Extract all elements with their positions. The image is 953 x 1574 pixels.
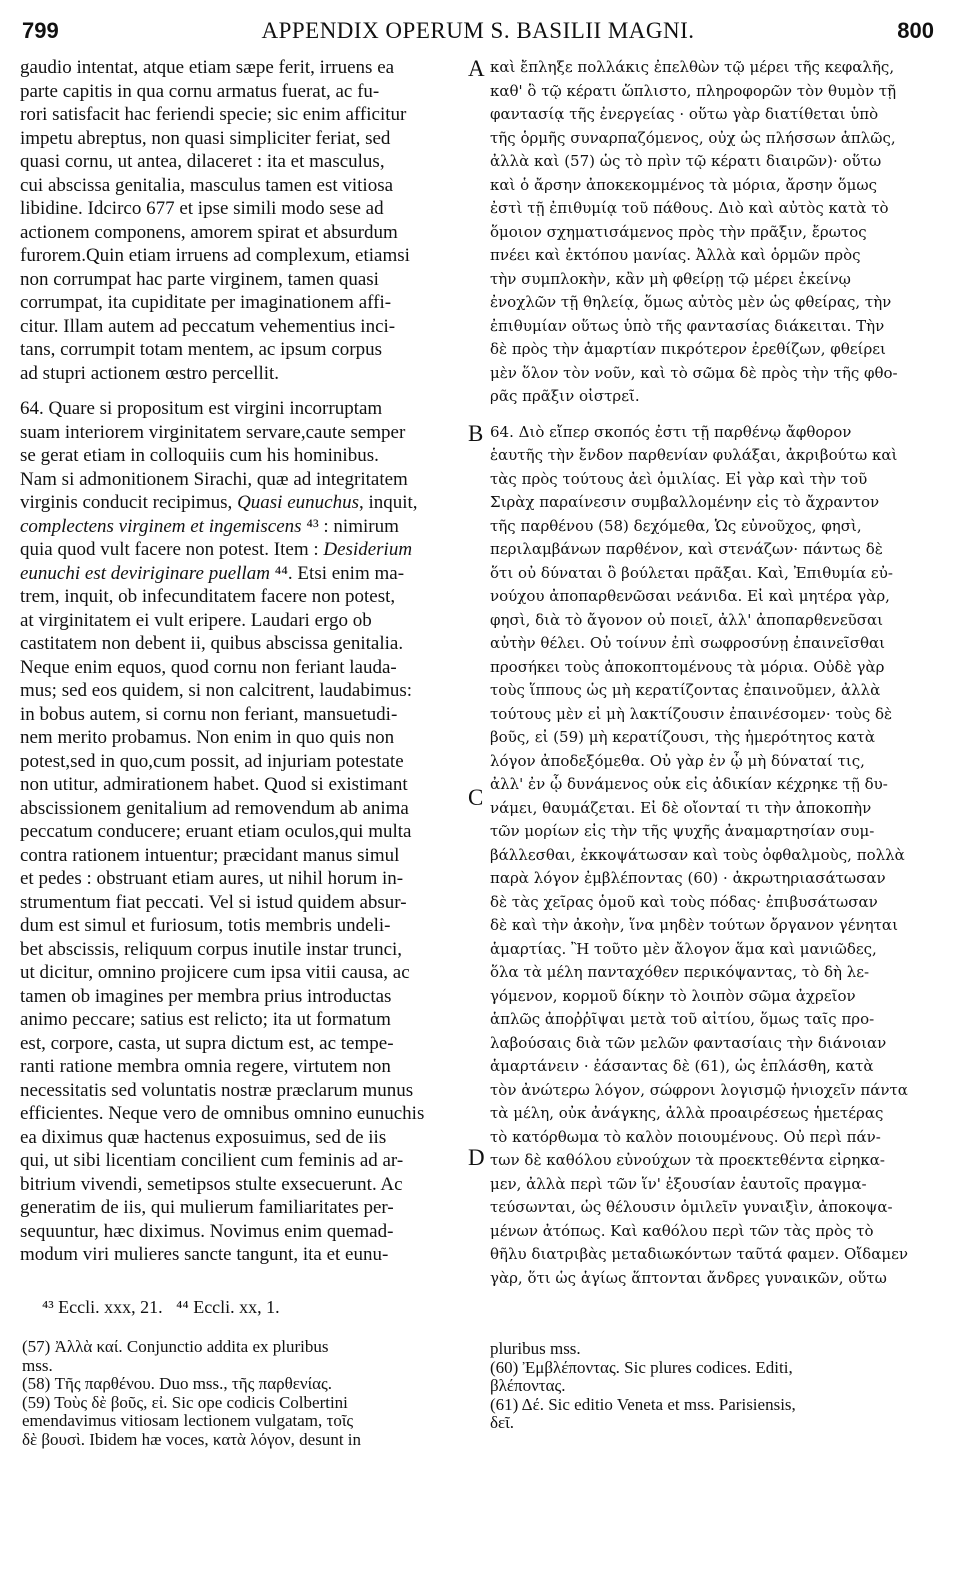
page-number-left: 799 xyxy=(22,18,59,43)
scripture-footnotes: ⁴³ Eccli. xxx, 21. ⁴⁴ Eccli. xx, 1. xyxy=(42,1297,280,1317)
greek-column xyxy=(490,56,940,1290)
latin-quote-2: complectens virginem et ingemiscens xyxy=(20,515,302,537)
margin-letter-d: D xyxy=(468,1145,485,1170)
latin-paragraph-1: gaudio intentat, atque etiam sæpe ferit, irruens ea parte capitis in qua cornu armatus fuerat, ac fu- rori satisfacit hac feriendi specie; sic enim afficitur impetu abreptus, non quasi simpliciter feriat, sed quasi cornu, ut antea, dilaceret : ita et masculus, cui abscissa genitalia, masculus tamen est vitiosa libidine. Idcirco 677 et ipse simili modo sese ad actionem componens, amorem spirat et absurdum furorem.Quin etiam irruens ad complexum, etiamsi non corrumpat hac parte virginem, tamen quasi corrumpat, ita cupiditate per imaginationem affi- citur. Illam autem ad peccatum vehementius inci- tans, corrumpit totam mentem, ac ipsum corpus ad stupri actionem œstro percellit. xyxy=(20,57,410,384)
latin-p64-text-a: 64. Quare si propositum est virgini incorruptam suam interiorem virginitatem servare,caute semper se gerat etiam in colloquiis cum his hominibus. Nam si admonitionem Sirachi, quæ ad integritatem virginis conducit recipimus, xyxy=(20,398,408,513)
critical-notes-right: pluribus mss. (60) Ἐμβλέποντας. Sic plures codices. Editi, βλέποντας. (61) Δέ. Sic editio Veneta et mss. Parisiensis, δεῖ. xyxy=(490,1339,796,1432)
greek-paragraph-1: καὶ ἔπληξε πολλάκις ἐπελθὼν τῷ μέρει τῆς κεφαλῆς, καθ' ὃ τῷ κέρατι ὥπλιστο, πληροφορῶν τὸν θυμὸν τῇ φαντασίᾳ τῆς ἐνεργείας · οὕτω γὰρ διατίθεται ὑπὸ τῆς ὁρμῆς συναρπαζόμενος, οὐχ ὡς πλήσσων ἁπλῶς, ἀλλὰ καὶ (57) ὡς τὸ πρὶν τῷ κέρατι διαιρῶν)· οὕτω καὶ ὁ ἄρσην ἀποκεκομμένος τὰ μόρια, ἄρσην ὅμως ἐστὶ τῇ ἐπιθυμίᾳ τοῦ πάθους. Διὸ καὶ αὐτὸς κατὰ τὸ ὅμοιον σχηματισάμενος πρὸς τὴν πρᾶξιν, ἔρωτος πνέει καὶ ἐκτόπου μανίας. Ἀλλὰ καὶ ὁρμῶν πρὸς τὴν συμπλοκὴν, κἂν μὴ φθείρῃ τῷ μέρει ἐκείνῳ ἐνοχλῶν τῇ θηλείᾳ, ὅμως αὐτὸς μὲν ὡς φθείρας, τὴν ἐπιθυμίαν οὕτως ὑπὸ τῆς φαντασίας διάκειται. Τὴν δὲ πρὸς τὴν ἁμαρτίαν πικρότερον ἐρεθίζων, φθείρει μὲν ὅλον τὸν νοῦν, καὶ τὸ σῶμα δὲ πρὸς τὴν τῆς φθο- ρᾶς πρᾶξιν οἰστρεῖ. xyxy=(490,58,898,405)
margin-letter-b: B xyxy=(468,421,484,446)
critical-notes-left: (57) Ἀλλὰ καί. Conjunctio addita ex pluribus mss. (58) Τῆς παρθένου. Duo mss., τῆς παρθενίας. (59) Τοὺς δὲ βοῦς, εἰ. Sic ope codicis Colbertini emendavimus vitiosam lectionem vulgatam, τοῖς δὲ βουσὶ. Ibidem hæ voces, κατὰ λόγον, desunt in xyxy=(22,1337,362,1449)
latin-column xyxy=(20,56,468,1267)
latin-quote-3: Desiderium eunuchi est deviriginare puellam xyxy=(20,539,413,584)
latin-p64-text-c: ⁴³ : nimirum quia quod vult facere non potest. Item : xyxy=(20,515,399,560)
running-title: APPENDIX OPERUM S. BASILII MAGNI. xyxy=(261,18,695,43)
latin-p64-text-d: ⁴⁴. Etsi enim ma- trem, inquit, ob infecunditatem facere non potest, at virginitatem ei vult eripere. Laudari ergo ob castitatem non debent ii, quibus abscissa genitalia. Neque enim equos, quod cornu non feriant lauda- mus; sed eos quidem, si non calcitrent, laudabimus: in bobus autem, si cornu non feriant, mansuetudi- nem merito probamus. Non enim in quo quis non potest,sed in quo,cum possit, ad injuriam potestate non utitur, admirationem habet. Quod si existimant abscissionem genitalium ad removendum ab anima peccatum conducere; eruant etiam oculos,qui multa contra rationem intuentur; præcidant manus simul et pedes : obstruant etiam aures, ut nihil horum in- strumentum fiat peccati. Vel si istud quidem absur- dum est simul et furiosum, totis membris undeli- bet abscissis, reliquum corpus inutile instar trunci, ut dicitur, omnino projicere cum ipsa vitii causa, ac tamen ob imagines per membra prius introductas animo peccare; satius est relicto; ita ut formatum est, corpore, casta, ut supra dictum est, ac tempe- ranti ratione membra omnia regere, virtutem non necessitatis sed voluntatis nostræ præclarum munus efficientes. Neque vero de omnibus omnino eunuchis ea diximus quæ hactenus exposuimus, sed de iis qui, ut sibi licentiam concilient cum feminis ad ar- bitrium vivendi, semetipsos stulte exsecuerunt. Ac generatim de iis, qui mulierum familiaritates per- sequuntur, hæc diximus. Novimus enim quemad- modum viri mulieres sancte tangunt, ita et eunu- xyxy=(20,562,425,1265)
latin-p64-text-b: , inquit, xyxy=(358,492,418,513)
page-number-right: 800 xyxy=(897,18,934,43)
latin-quote-1: Quasi eunuchus xyxy=(237,492,359,513)
latin-paragraph-64 xyxy=(20,398,424,1265)
greek-paragraph-64: 64. Διὸ εἴπερ σκοπός ἐστι τῇ παρθένῳ ἄφθορον ἑαυτῆς τὴν ἔνδον παρθενίαν φυλάξαι, ἀκριβούτω καὶ τὰς πρὸς τούτους ἀεὶ ὁμιλίας. Εἰ γὰρ καὶ τὴν τοῦ Σιρὰχ παραίνεσιν συμβαλλομένην εἰς τὸ ἄχραντον τῆς παρθένου (58) δεχόμεθα, Ὡς εὐνοῦχος, φησὶ, περιλαμβάνων παρθένον, καὶ στενάζων· πάντως δὲ ὅτι οὐ δύναται ὃ βούλεται πρᾶξαι. Καὶ, Ἐπιθυμία εὐ- νούχου ἀποπαρθενῶσαι νεάνιδα. Εἰ καὶ μητέρα γὰρ, φησὶ, διὰ τὸ ἄγονον οὐ ποιεῖ, ἀλλ' ἀποπαρθενεῦσαι αὐτὴν θέλει. Οὐ τοίνυν ἐπὶ σωφροσύνῃ ἐπαινεῖσθαι προσήκει τοὺς ἀποκοπτομένους τὰ μόρια. Οὐδὲ γὰρ τοὺς ἵππους ὡς μὴ κερατίζοντας ἐπαινοῦμεν, ἀλλὰ τούτους μὲν εἰ μὴ λακτίζουσιν ἐπαινέσομεν· τοὺς δὲ βοῦς, εἰ (59) μὴ κερατίζουσι, τὴς ἡμερότητος κατὰ λόγον ἀποδεξόμεθα. Οὐ γὰρ ἐν ᾧ μὴ δύναταί τις, ἀλλ' ἐν ᾧ δυνάμενος οὐκ εἰς ἀδικίαν κέχρηκε τῇ δυ- νάμει, θαυμάζεται. Εἰ δὲ οἴονταί τι τὴν ἀποκοπὴν τῶν μορίων εἰς τὴν τῆς ψυχῆς ἀναμαρτησίαν συμ- βάλλεσθαι, ἐκκοψάτωσαν καὶ τοὺς ὀφθαλμοὺς, πολλὰ παρὰ λόγον ἐμβλέποντας (60) · ἀκρωτηριασάτωσαν δὲ τὰς χεῖρας ὁμοῦ καὶ τοὺς πόδας· ἐπιβυσάτωσαν δὲ καὶ τὴν ἀκοὴν, ἵνα μηδὲν τούτων ὄργανον γένηται ἁμαρτίας. Ἢ τοῦτο μὲν ἄλογον ἅμα καὶ μανιῶδες, ὅλα τὰ μέλη πανταχόθεν περικόψαντας, τὸ δὴ λε- γόμενον, κορμοῦ δίκην τὸ λοιπὸν σῶμα ἀχρεῖον ἁπλῶς ἀποῤῥῖψαι μετὰ τοῦ αἰτίου, ὅμως ταῖς προ- λαβούσαις διὰ τῶν μελῶν φαντασίαις τὴν διάνοιαν ἁμαρτάνειν · ἐάσαντας δὲ (61), ὡς ἐπλάσθη, κατὰ τὸν ἀνώτερω λόγον, σώφρονι λογισμῷ ἡνιοχεῖν πάντα τὰ μέλη, οὐκ ἀνάγκης, ἀλλὰ προαιρέσεως ἡμετέρας τὸ κατόρθωμα τὸ καλὸν ποιουμένους. Οὐ περὶ πάν- των δὲ καθόλου εὐνούχων τὰ προεκτεθέντα εἰρηκα- μεν, ἀλλὰ περὶ τῶν ἵν' ἐξουσίαν ἑαυτοῖς πραγμα- τεύσωνται, ὡς θέλουσιν ὁμιλεῖν γυναιξὶν, ἀποκοψα- μένων ἀτόπως. Καὶ καθόλου περὶ τῶν τὰς πρὸς τὸ θῆλυ διατριβὰς μεταδιωκόντων ταῦτά φαμεν. Οἴδαμεν γὰρ, ὅτι ὡς ἁγίως ἅπτονται ἄνδρες γυναικῶν, οὕτω xyxy=(490,422,908,1287)
running-header xyxy=(22,18,934,50)
margin-letter-c: C xyxy=(468,785,484,810)
margin-letter-a: A xyxy=(468,56,485,81)
